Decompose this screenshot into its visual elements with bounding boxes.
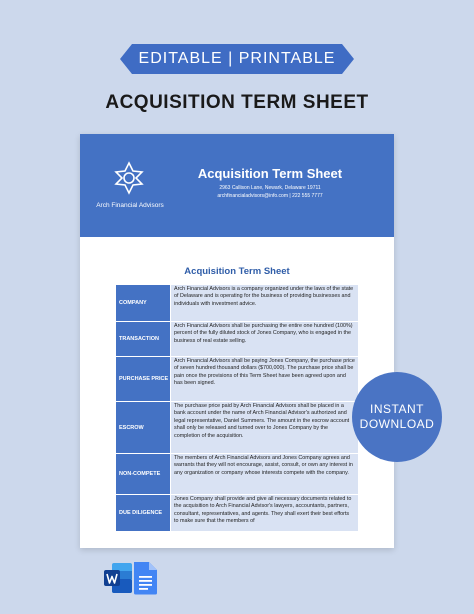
company-contact: archfinancialadvisors@info.com | 222 555 7777 (217, 193, 323, 199)
table-row (116, 495, 358, 531)
document-preview (80, 134, 394, 548)
badge-line-1: INSTANT (370, 402, 424, 416)
table-row (116, 285, 358, 321)
term-text: Jones Company shall provide and give all necessary documents related to the acquisition to Arch Financial Advisor's lawyers, accountants, partners, consultant, representatives, and agents. They shall exert their best efforts to make sure that the members of (171, 495, 358, 531)
term-label: ESCROW (116, 402, 170, 453)
microsoft-word-icon (103, 559, 133, 597)
terms-table (116, 285, 358, 532)
table-row (116, 322, 358, 356)
badge-line-2: DOWNLOAD (359, 417, 435, 431)
term-label: TRANSACTION (116, 322, 170, 356)
document-header-title: Acquisition Term Sheet (197, 166, 343, 181)
term-text: Arch Financial Advisors is a company organized under the laws of the state of Delaware and is operating for the business of providing businesses and individuals with investment advice. (171, 285, 358, 321)
google-docs-icon (130, 559, 160, 597)
term-label: PURCHASE PRICE (116, 357, 170, 401)
term-text: The members of Arch Financial Advisors and Jones Company agrees and warrants that they will not encourage, assist, consult, or own any interest in any organization or company whose interests compete with the company. (171, 454, 358, 494)
company-address: 2963 Callison Lane, Newark, Delaware 19711 (219, 185, 321, 191)
page-title: ACQUISITION TERM SHEET (105, 92, 369, 113)
term-text: The purchase price paid by Arch Financial Advisors shall be placed in a bank account under the name of Arch Financial Advisor's authorized and legal representative, Daniel Summers. The amount in the escrow account shall only be released and turned over to Jones Company by the completion of the acquisition. (171, 402, 358, 453)
company-name: Arch Financial Advisors (96, 202, 164, 209)
document-header (80, 134, 394, 237)
term-text: Arch Financial Advisors shall be purchasing the entire one hundred (100%) percent of the fully diluted stock of Jones Company, who is engaged in the business of real estate selling. (171, 322, 358, 356)
term-label: NON-COMPETE (116, 454, 170, 494)
table-row (116, 454, 358, 494)
document-subtitle: Acquisition Term Sheet (184, 266, 290, 277)
term-text: Arch Financial Advisors shall be paying Jones Company, the purchase price of seven hundred thousand dollars ($700,000). The purchase price shall be pain once the provisions of this Term Sheet have been agreed upon and has been signed. (171, 357, 358, 401)
table-row (116, 402, 358, 453)
term-label: COMPANY (116, 285, 170, 321)
instant-download-badge (352, 372, 442, 462)
table-row (116, 357, 358, 401)
company-logo-icon (112, 161, 146, 195)
term-label: DUE DILIGENCE (116, 495, 170, 531)
editable-printable-banner: EDITABLE | PRINTABLE (132, 44, 342, 74)
